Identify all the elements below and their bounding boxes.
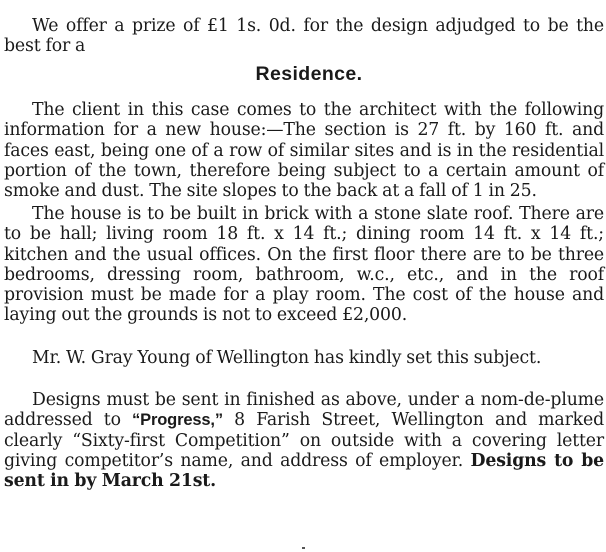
notice-heading: Residence. — [255, 63, 363, 85]
submission-deadline: Designs to be sent in by March 21st. — [4, 450, 604, 492]
submission-text-middle: 8 Farish Street, Wellington and marked clearly “Sixty-first Competition” on outside with a covering letter giving competitor’s name, and address of employer. — [4, 410, 604, 471]
requirements-paragraph: The house is to be built in brick with a stone slate roof. There are to be hall; living room 18 ft. x 14 ft.; dining room 14 ft. x 14 ft.; kitchen and the usual offices. On the first floor there are to be three bedrooms, dressing room, bathroom, w.c., etc., and in the roof provision must be made for a play room. The cost of the house and laying out the grounds is not to exceed £2,000. — [4, 204, 604, 326]
brief-paragraph: The client in this case comes to the architect with the following information for a new house:—The section is 27 ft. by 160 ft. and faces east, being one of a row of similar sites and is in the residential portion of the town, therefore being subject to a certain amount of smoke and dust. The site slopes to the back at a fall of 1 in 25. — [4, 100, 604, 202]
journal-name: “Progress,” — [132, 411, 223, 430]
setter-paragraph: Mr. W. Gray Young of Wellington has kindly set this subject. — [32, 348, 542, 368]
print-speck — [302, 547, 305, 549]
intro-paragraph: We offer a prize of £1 1s. 0d. for the design adjudged to be the best for a — [4, 16, 604, 57]
submission-paragraph — [4, 390, 604, 491]
submission-text-start: Designs must be sent in finished as above, under a nom-de-plume addressed to — [4, 390, 604, 431]
